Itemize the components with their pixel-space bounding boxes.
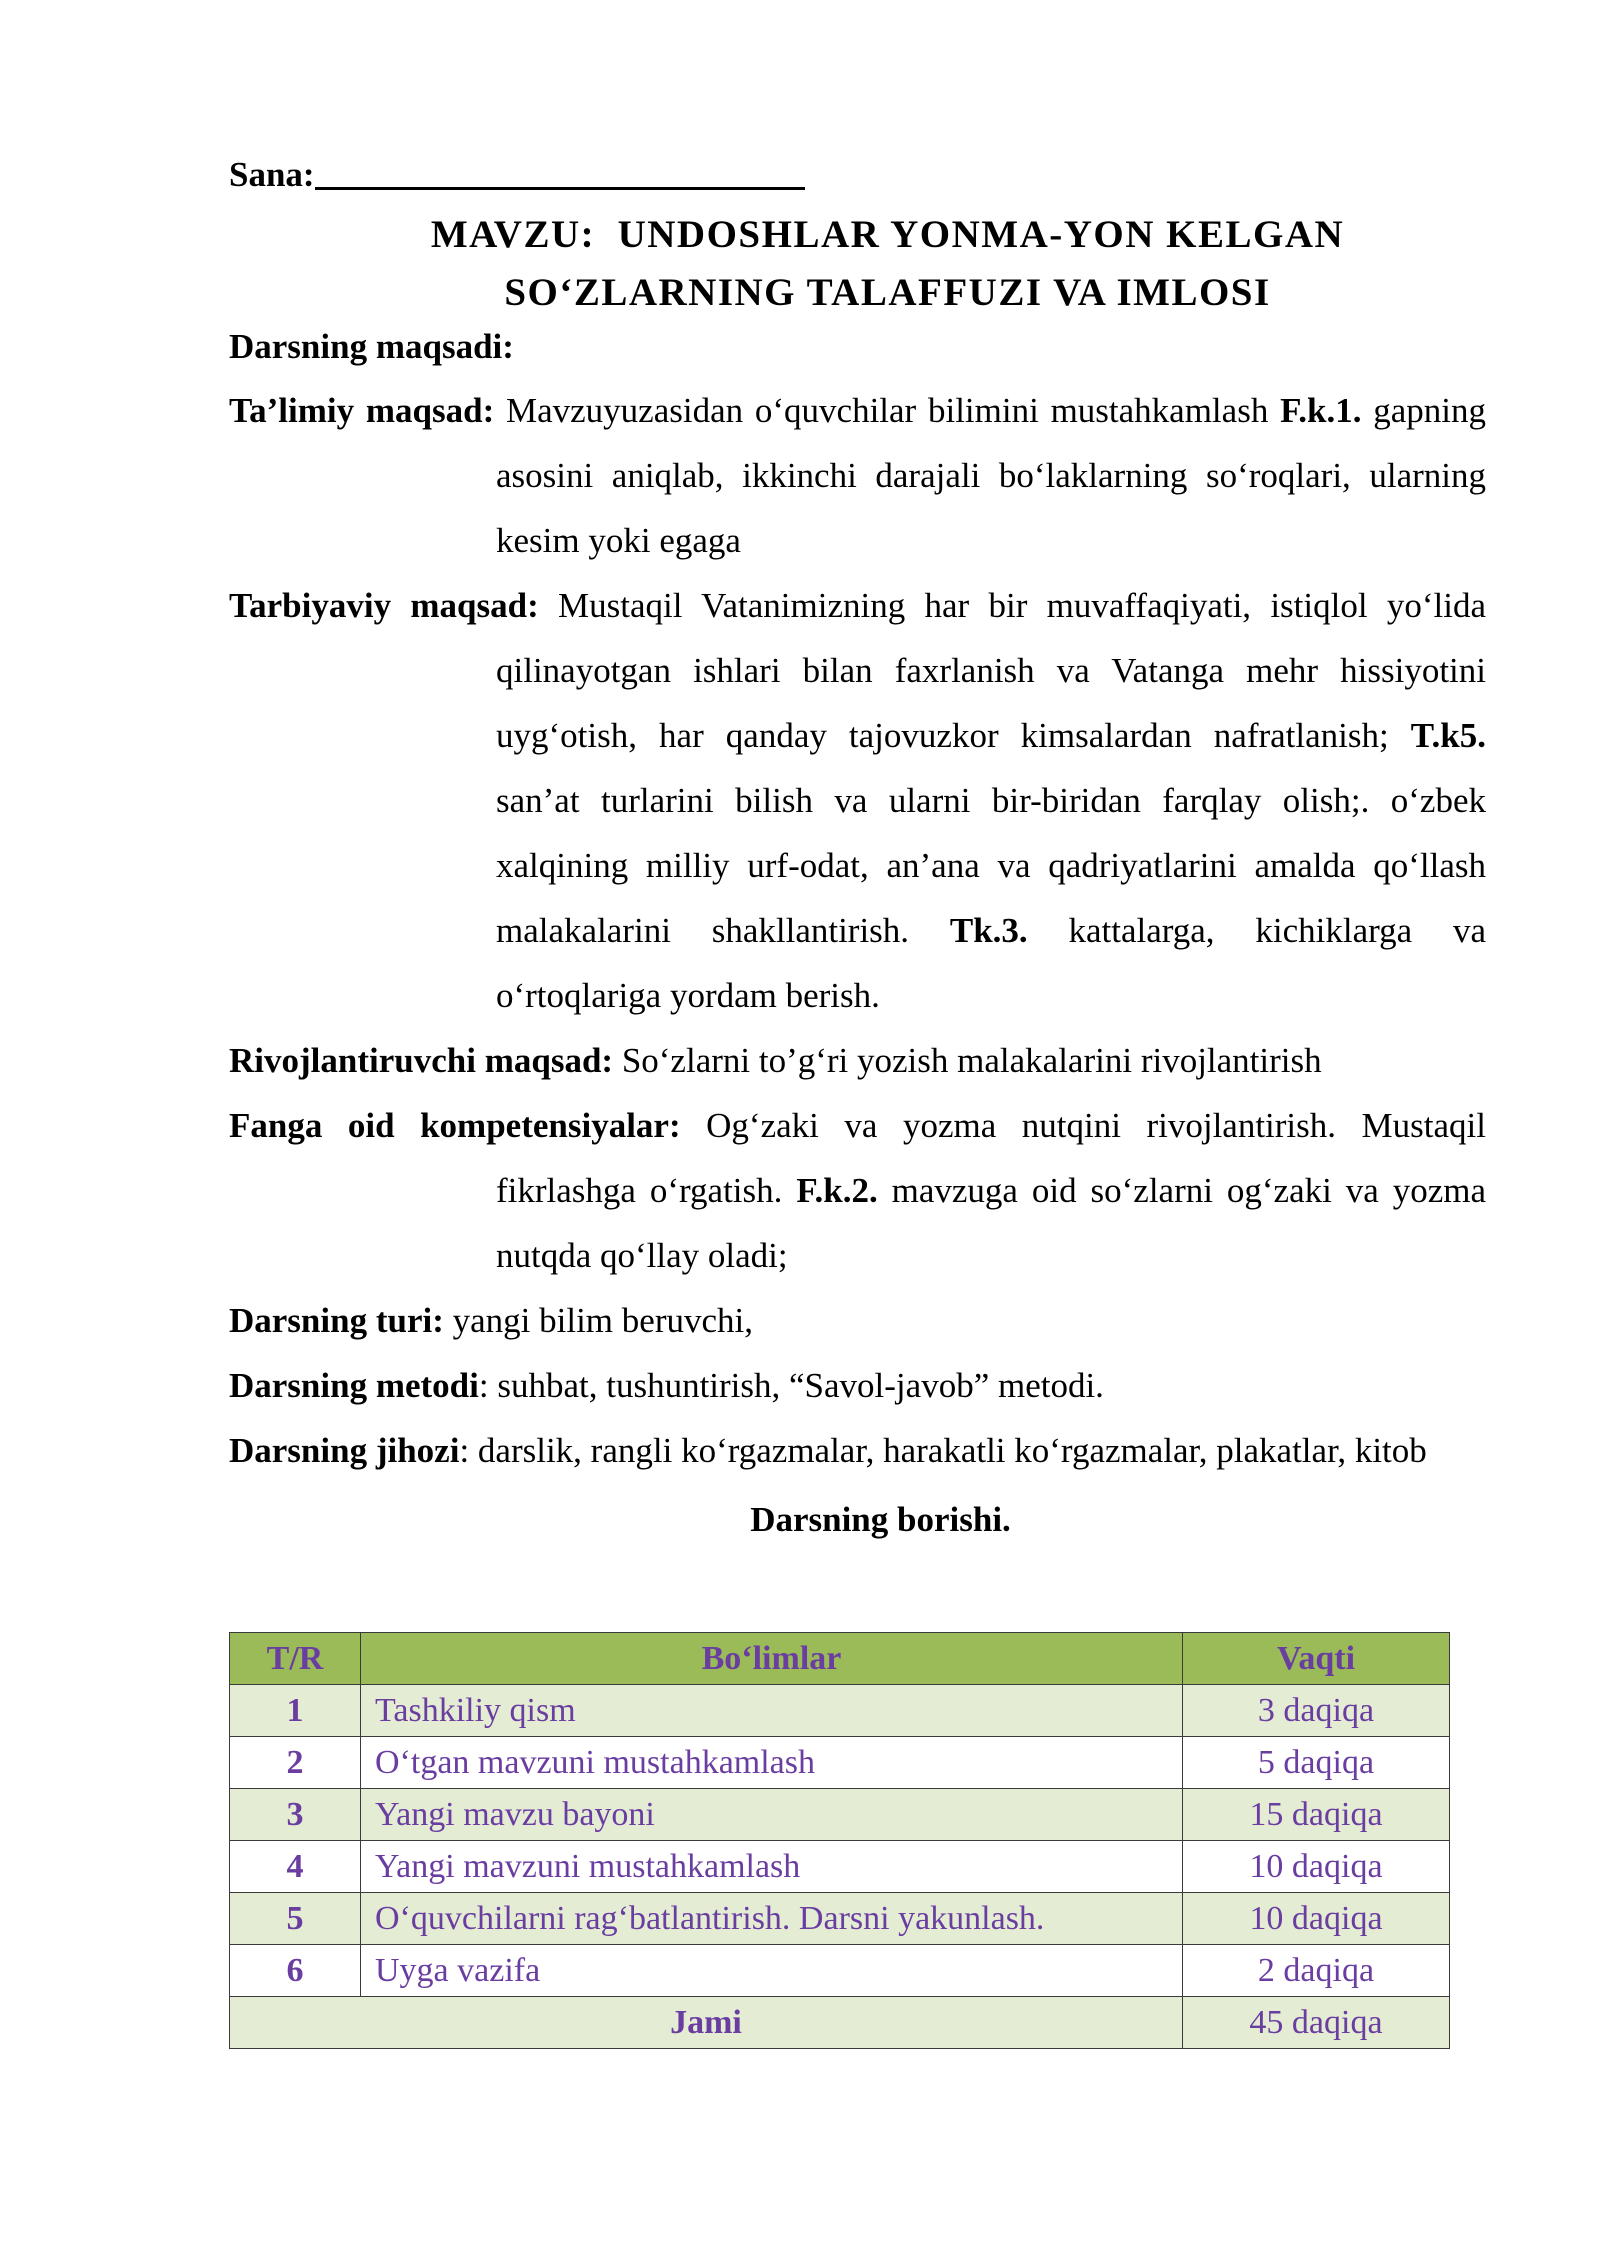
total-label: Jami — [230, 1997, 1183, 2049]
column-header-number: T/R — [230, 1633, 361, 1685]
educational-goal-code1: F.k.1. — [1280, 391, 1362, 430]
row-number: 4 — [230, 1841, 361, 1893]
subject-competencies-text1: Og‘zaki va yozma nutqini rivojlantirish. Mustaqil fikrlashga o‘rgatish. — [496, 1106, 1486, 1210]
table-row — [230, 1685, 1450, 1737]
subject-competencies-label: Fanga oid kompetensiyalar: — [229, 1106, 681, 1145]
table-row — [230, 1945, 1450, 1997]
row-time: 15 daqiqa — [1183, 1789, 1450, 1841]
lesson-plan-page — [229, 150, 1486, 1549]
upbringing-goal-code1: T.k5. — [1410, 716, 1486, 755]
row-time: 10 daqiqa — [1183, 1893, 1450, 1945]
educational-goal — [229, 378, 1486, 573]
row-section: Yangi mavzu bayoni — [361, 1789, 1183, 1841]
title-line-2: SO‘ZLARNING TALAFFUZI VA IMLOSI — [504, 271, 1271, 314]
row-section: O‘quvchilarni rag‘batlantirish. Darsni yakunlash. — [361, 1893, 1183, 1945]
subject-competencies — [229, 1093, 1486, 1288]
upbringing-goal-code2: Tk.3. — [949, 911, 1028, 950]
developmental-goal-text: So‘zlarni to’g‘ri yozish malakalarini rivojlantirish — [613, 1041, 1322, 1080]
lesson-equipment — [229, 1418, 1486, 1483]
row-section: Uyga vazifa — [361, 1945, 1183, 1997]
table-total-row — [230, 1997, 1450, 2049]
upbringing-goal — [229, 573, 1486, 1028]
upbringing-goal-text1: Mustaqil Vatanimizning har bir muvaffaqiyati, istiqlol yo‘lida qilinayotgan ishlari bilan faxrlanish va Vatanga mehr hissiyotini uyg‘otish, har qanday tajovuzkor kimsalardan nafratlanish; — [496, 586, 1486, 755]
educational-goal-label: Ta’limiy maqsad: — [229, 391, 495, 430]
upbringing-goal-text2: san’at turlarini bilish va ularni bir-biridan farqlay olish;. o‘zbek xalqining milliy urf-odat, an’ana va qadriyatlarini amalda qo‘llash malakalarini shakllantirish. — [496, 781, 1486, 950]
lesson-method-text: : suhbat, tushuntirish, “Savol-javob” metodi. — [478, 1366, 1104, 1405]
lesson-equipment-text: : darslik, rangli ko‘rgazmalar, harakatli ko‘rgazmalar, plakatlar, kitob — [459, 1431, 1427, 1470]
upbringing-goal-label: Tarbiyaviy maqsad: — [229, 586, 539, 625]
row-section: Yangi mavzuni mustahkamlash — [361, 1841, 1183, 1893]
upbringing-goal-text3: kattalarga, kichiklarga va o‘rtoqlariga yordam berish. — [496, 911, 1486, 1015]
educational-goal-text1: Mavzuyuzasidan o‘quvchilar bilimini mustahkamlash — [494, 391, 1281, 430]
lesson-goals-heading: Darsning maqsadi: — [229, 327, 514, 366]
educational-goal-text2: gapning asosini aniqlab, ikkinchi darajali bo‘laklarning so‘roqlari, ularning kesim yoki egaga — [496, 391, 1486, 560]
lesson-type-label: Darsning turi: — [229, 1301, 444, 1340]
table-row — [230, 1841, 1450, 1893]
developmental-goal-label: Rivojlantiruvchi maqsad: — [229, 1041, 614, 1080]
subject-competencies-text2: mavzuga oid so‘zlarni og‘zaki va yozma nutqda qo‘llay oladi; — [496, 1171, 1487, 1275]
lesson-method — [229, 1353, 1486, 1418]
row-section: Tashkiliy qism — [361, 1685, 1183, 1737]
row-time: 3 daqiqa — [1183, 1685, 1450, 1737]
lesson-type — [229, 1288, 1486, 1353]
row-section: O‘tgan mavzuni mustahkamlash — [361, 1737, 1183, 1789]
row-time: 10 daqiqa — [1183, 1841, 1450, 1893]
row-time: 2 daqiqa — [1183, 1945, 1450, 1997]
table-row — [230, 1893, 1450, 1945]
row-number: 1 — [230, 1685, 361, 1737]
date-blank-line — [315, 153, 805, 190]
subject-competencies-code1: F.k.2. — [796, 1171, 878, 1210]
row-time: 5 daqiqa — [1183, 1737, 1450, 1789]
lesson-flow-heading: Darsning borishi. — [750, 1500, 1011, 1539]
developmental-goal — [229, 1028, 1486, 1093]
lesson-method-label: Darsning metodi — [229, 1366, 479, 1405]
date-label: Sana: — [229, 155, 315, 194]
date-field — [229, 150, 1486, 200]
table-row — [230, 1737, 1450, 1789]
column-header-sections: Bo‘limlar — [361, 1633, 1183, 1685]
title-line-1: MAVZU: UNDOSHLAR YONMA-YON KELGAN — [430, 213, 1345, 256]
row-number: 6 — [230, 1945, 361, 1997]
row-number: 3 — [230, 1789, 361, 1841]
row-number: 5 — [230, 1893, 361, 1945]
lesson-flow-table — [229, 1632, 1450, 2049]
table-row — [230, 1789, 1450, 1841]
page-title — [229, 206, 1486, 322]
table-header-row — [230, 1633, 1450, 1685]
total-time: 45 daqiqa — [1183, 1997, 1450, 2049]
lesson-equipment-label: Darsning jihozi — [229, 1431, 460, 1470]
column-header-time: Vaqti — [1183, 1633, 1450, 1685]
row-number: 2 — [230, 1737, 361, 1789]
lesson-type-text: yangi bilim beruvchi, — [443, 1301, 753, 1340]
